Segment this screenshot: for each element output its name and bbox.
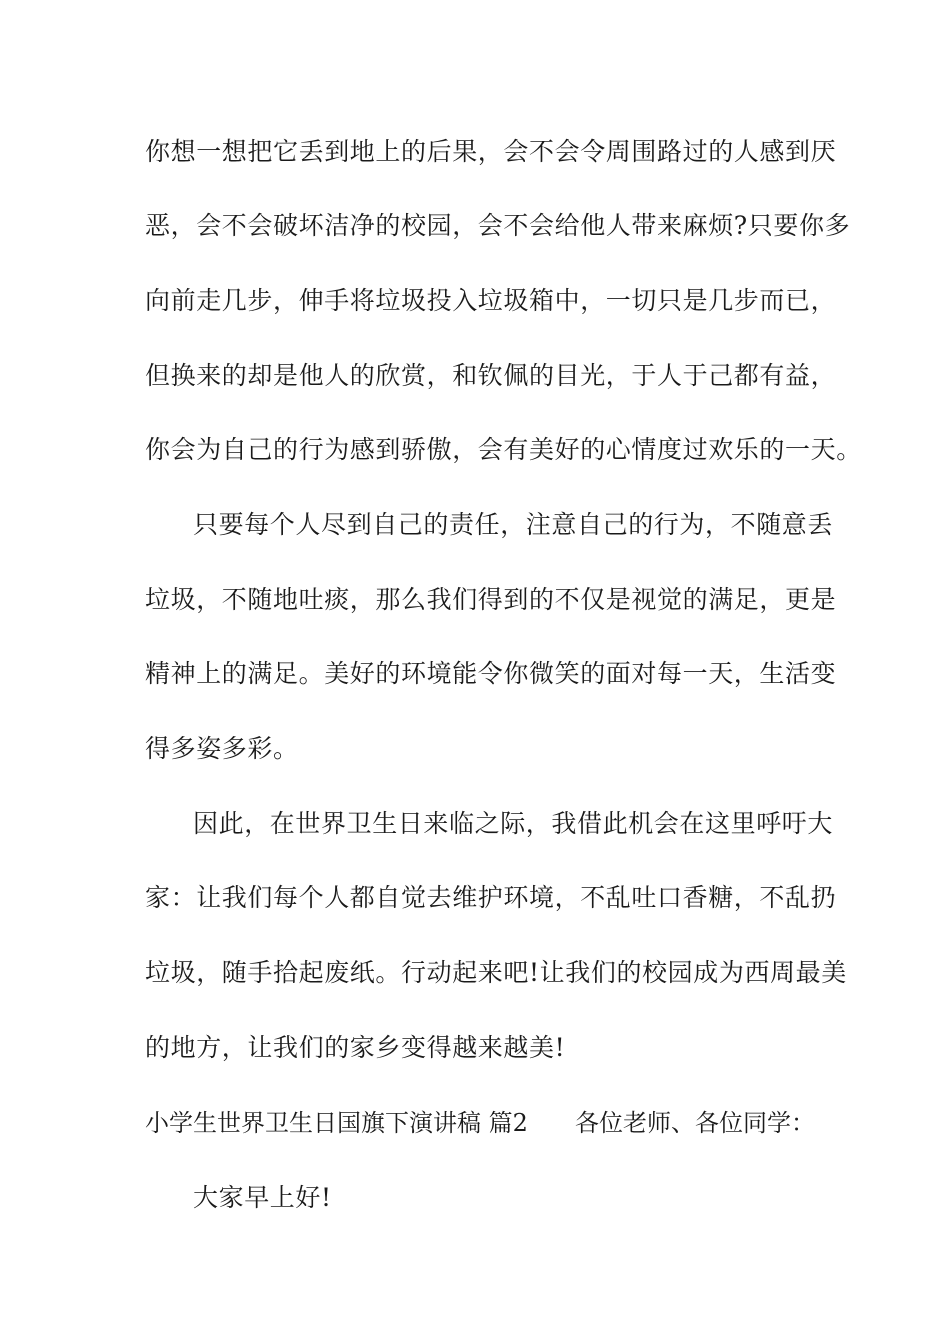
paragraph-line: 向前走几步，伸手将垃圾投入垃圾箱中，一切只是几步而已， xyxy=(145,286,837,315)
paragraph-line: 得多姿多彩。 xyxy=(145,734,299,763)
section-title: 小学生世界卫生日国旗下演讲稿 篇2 xyxy=(145,1109,528,1137)
paragraph-line: 垃圾，不随地吐痰，那么我们得到的不仅是视觉的满足，更是 xyxy=(145,585,837,614)
paragraph-line: 家：让我们每个人都自觉去维护环境，不乱吐口香糖，不乱扔 xyxy=(145,883,837,912)
paragraph-line: 但换来的却是他人的欣赏，和钦佩的目光，于人于己都有益， xyxy=(145,361,837,390)
section-heading xyxy=(145,1106,815,1140)
paragraph-line: 只要每个人尽到自己的责任，注意自己的行为，不随意丢 xyxy=(193,510,834,539)
paragraph-line: 恶，会不会破坏洁净的校园，会不会给他人带来麻烦?只要你多 xyxy=(145,211,851,240)
paragraph-line: 你想一想把它丢到地上的后果，会不会令周围路过的人感到厌 xyxy=(145,137,837,166)
paragraph-line: 精神上的满足。美好的环境能令你微笑的面对每一天，生活变 xyxy=(145,659,837,688)
paragraph-line: 垃圾，随手拾起废纸。行动起来吧!让我们的校园成为西周最美 xyxy=(145,958,847,987)
paragraph-line: 的地方，让我们的家乡变得越来越美! xyxy=(145,1033,566,1062)
paragraph-line: 你会为自己的行为感到骄傲，会有美好的心情度过欢乐的一天。 xyxy=(145,435,862,464)
salutation: 各位老师、各位同学： xyxy=(575,1109,815,1137)
paragraph-line: 因此，在世界卫生日来临之际，我借此机会在这里呼吁大 xyxy=(193,809,834,838)
greeting-line: 大家早上好! xyxy=(193,1183,332,1212)
